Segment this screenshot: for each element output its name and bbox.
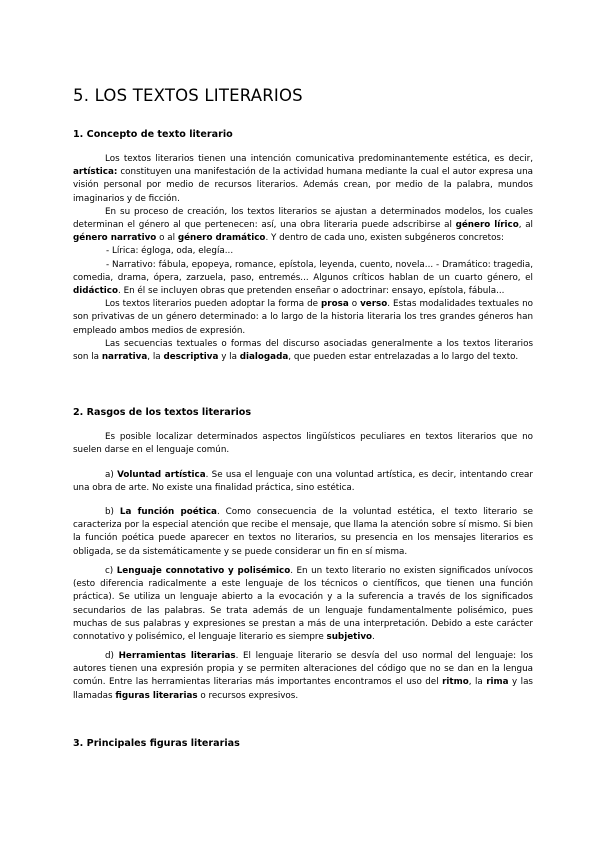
list-item-narrativo: - Narrativo: fábula, epopeya, romance, epístola, leyenda, cuento, novela... - Dramático: tragedia, comedia, drama, ópera, zarzuela, paso, entremés... Algunos críticos hablan de un cuarto género, el didáctico. En él se incluyen obras que pretenden enseñar o adoctrinar: ensayo, epístola, fábula...: [73, 259, 533, 297]
paragraph-prose-verse: Los textos literarios pueden adoptar la forma de prosa o verso. Estas modalidades textuales no son privativas de un género determinado: a lo largo de la historia literaria los tres grandes géneros han empleado ambos medios de expresión.: [73, 299, 533, 336]
feature-c: c) Lenguaje connotativo y polisémico. En un texto literario no existen significados unívocos (esto diferencia radicalmente a este lenguaje de los técnicos o científicos, que tienen una función práctica). Se utiliza un lenguaje abierto a la evocación y a la suferencia a través de los significados secundarios de las palabras. Se trata además de un lenguaje fundamentalmente polisémico, pues muchas de sus palabras y expresiones se prestan a más de una interpretación. Debido a este carácter connotativo y polisémico, el lenguaje literario es siempre subjetivo.: [73, 566, 533, 643]
paragraph-concept: Los textos literarios tienen una intención comunicativa predominantemente estética, es decir, artística: constituyen una manifestación de la actividad humana mediante la cual el autor expresa una visión personal por medio de recursos literarios. Además crean, por medio de la palabra, mundos imaginarios y de ficción.: [73, 154, 533, 204]
section-3-heading: 3. Principales figuras literarias: [73, 738, 240, 749]
section-2-intro: Es posible localizar determinados aspectos lingüísticos peculiares en textos literarios que no suelen darse en el lenguaje común.: [73, 432, 533, 456]
feature-a: a) Voluntad artística. Se usa el lenguaje con una voluntad artística, es decir, intentando crear una obra de arte. No existe una finalidad práctica, sino estética.: [73, 470, 533, 494]
paragraph-sequences: Las secuencias textuales o formas del discurso asociadas generalmente a los textos literarios son la narrativa, la descriptiva y la dialogada, que pueden estar entrelazadas a lo largo del texto.: [73, 338, 533, 363]
list-item-lirica: - Lírica: égloga, oda, elegía...: [106, 246, 234, 257]
paragraph-genres: En su proceso de creación, los textos literarios se ajustan a determinados modelos, los cuales determinan el género al que pertenecen: así, una obra literaria puede adscribirse al género lírico, al género narrativo o al género dramático. Y dentro de cada uno, existen subgéneros concretos:: [73, 206, 533, 244]
feature-b: b) La función poética. Como consecuencia de la voluntad estética, el texto literario se caracteriza por la especial atención que recibe el mensaje, que llama la atención sobre sí mismo. Si bien la función poética puede aparecer en textos no literarios, su presencia en los mensajes literarios es obligada, se da sistemáticamente y se puede considerar un fin en sí misma.: [73, 507, 534, 557]
document-title: 5. LOS TEXTOS LITERARIOS: [73, 86, 303, 105]
section-2-heading: 2. Rasgos de los textos literarios: [73, 407, 252, 418]
feature-d: d) Herramientas literarias. El lenguaje literario se desvía del uso normal del lenguaje: los autores tienen una expresión propia y se permiten alteraciones del código que no se dan en la lengua común. Entre las herramientas literarias más importantes encontramos el uso del ritmo, la rima y las llamadas figuras literarias o recursos expresivos.: [73, 651, 533, 701]
section-1-heading: 1. Concepto de texto literario: [73, 129, 233, 140]
section-1-body: [73, 153, 533, 364]
